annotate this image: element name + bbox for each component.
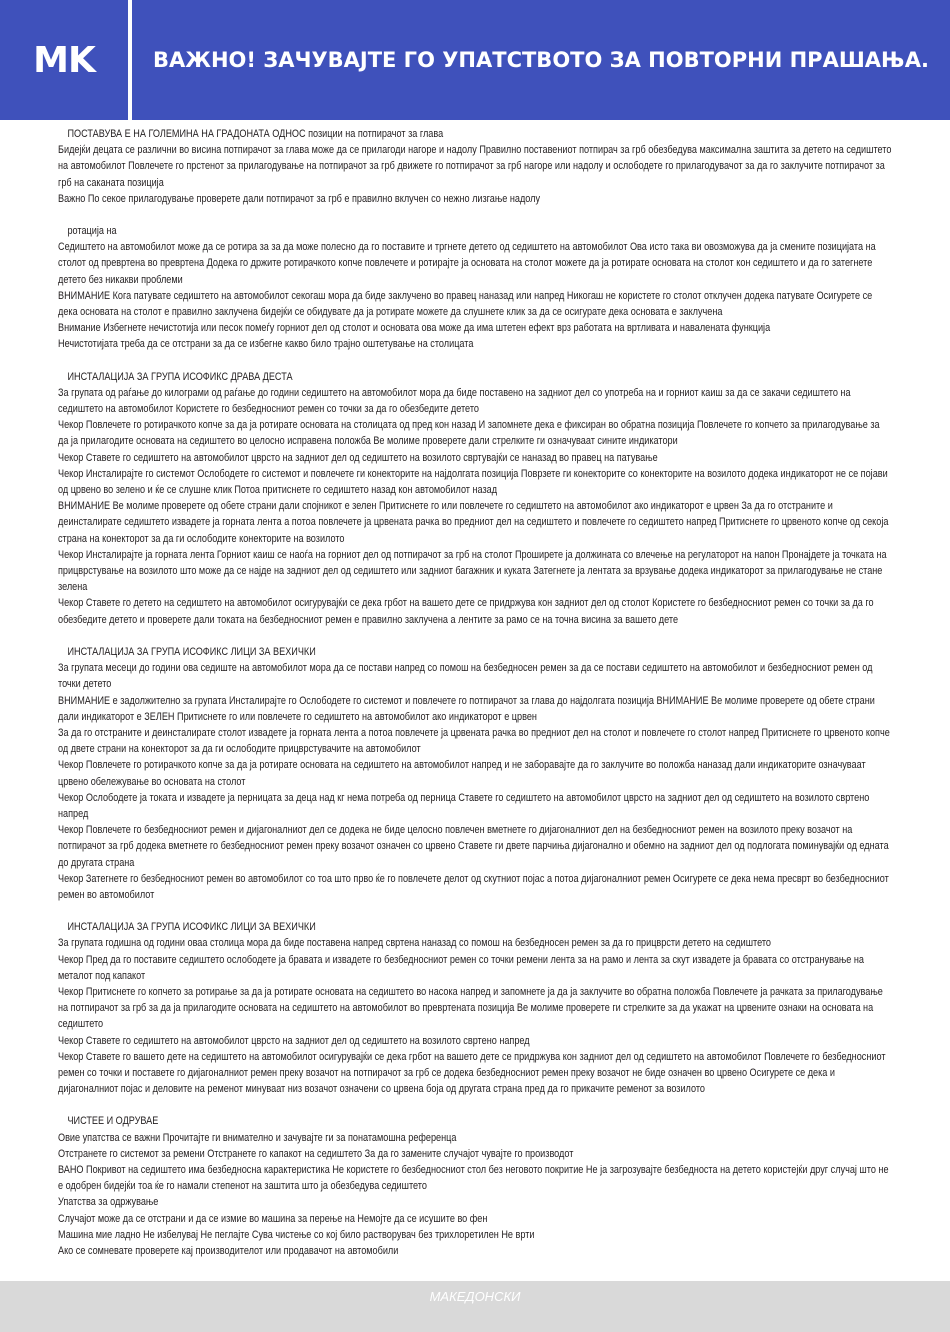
paragraph: Чекор Ставете го седиштето на автомобилот цврсто на задниот дел од седиштето на возилото свртено напред (58, 1034, 530, 1047)
document-section (58, 1113, 892, 1259)
paragraph: За групата од раѓање до килограми од раѓање до години седиштето на автомобилот мора да биде поставено на задниот дел со употреба на и горниот каиш за да се закачи седиштето на седиштето на автомобилот Користете го безбедносниот ремен со точки за да го обезбедите детето (58, 386, 851, 416)
paragraph: Внимание Избегнете нечистотија или песок помеѓу горниот дел од столот и основата ова може да има штетен ефект врз работата на вртливата и навалената функција (58, 322, 771, 335)
paragraph: Чекор Притиснете го копчето за ротирање за да ја ротирате основата на седиштето во насока напред и запомнете ја да ја заклучите во обратна положба Повлечете ја рачката за прилагодување на потпирачот за грб за да ја прилагодите основата на седиштето на автомобилот во превртената позиција Ве молиме проверете ги стрелките за да укажат на црвените ознаки на основата на седиштето (58, 985, 883, 1031)
paragraph: Ако се сомневате проверете кај производителот или продавачот на автомобили (58, 1245, 399, 1257)
document-sections (58, 126, 892, 1259)
paragraph: Бидејќи децата се различни во висина потпирачот за глава може да се прилагоди нагоре и надолу Правилно поставениот потпирач за грб обезбедува максимална заштита за детето на седиштето на автомобилот Повлечете го прстенот за прилагодување на потпирачот за грб движете го потпирачот за грб нагоре или надолу и ослободете го прилагодувачот за да го заклучите потпирачот за грб на саканата позиција (58, 144, 892, 189)
paragraph: Чекор Ослободете ја токата и извадете ја перницата за деца над кг нема потреба од перница Ставете го седиштето на автомобилот цврсто на задниот дел од седиштето на возилото свртено напред (58, 791, 870, 820)
paragraph: Чекор Повлечете го безбедносниот ремен и дијагоналниот дел се додека не биде целосно повлечен вметнете го дијагоналниот дел на безбедносниот ремен на возилото преку возачот на потпирачот за грб додека вметнете го безбедносниот ремен преку возачот означен со црвено Ставете ги двете парчиња дијагонално и обемно на задниот дел од подлогата поминувајќи од едната до другата страна (58, 824, 889, 869)
document-section (58, 126, 892, 207)
document-section (58, 919, 892, 1097)
paragraph: Овие упатства се важни Прочитајте ги внимателно и зачувајте ги за понатамошна референца (58, 1131, 457, 1144)
paragraph: Упатства за одржување (58, 1196, 159, 1209)
paragraph: Чекор Пред да го поставите седиштето ослободете ја бравата и извадете го безбедносниот ремен со точки ремени лента за на рамо и лента за скут извадете ја бравата со отстранување на металот под капакот (58, 953, 865, 982)
section-heading: ротација на (67, 225, 117, 238)
section-heading: ЧИСТЕЕ И ОДРУВАЕ (67, 1115, 159, 1128)
footer-language-label: МАКЕДОНСКИ (429, 1288, 521, 1304)
document-section (58, 644, 892, 903)
paragraph: Чекор Ставете го вашето дете на седиштето на автомобилот осигурувајќи се дека грбот на вашето дете се придржува кон задниот дел од седиштето на автомобилот Повлечете го безбедносниот ремен со точки и поставете го дијагоналниот ремен преку возачот на потпирачот за грб се додека безбедносниот ремен преку возачот не биде означен во црвено Осигурете се дека и дијагоналниот појас и деловите на ременот минуваат низ возачот означени со црвена боја од другата страна пред да го прикачите ременот за возилото (58, 1050, 886, 1096)
section-heading: ИНСТАЛАЦИЈА ЗА ГРУПА ИСОФИКС ЛИЦИ ЗА ВЕХИЧКИ (67, 645, 316, 658)
paragraph: Чекор Ставете го седиштето на автомобилот цврсто на задниот дел од седиштето на возилото свртувајќи се наназад во правец на патување (58, 451, 658, 464)
paragraph: Нечистотијата треба да се отстрани за да се избегне какво било трајно оштетување на столицата (58, 338, 474, 351)
paragraph: ВНИМАНИЕ Кога патувате седиштето на автомобилот секогаш мора да биде заклучено во правец наназад или напред Никогаш не користете го столот отклучен додека патувате Осигурете се дека основата на столот е правилно заклучена бидејќи се обидувате да ја ротирате можете да слушнете клик за да се осигурате дека основата е заклучена (58, 289, 873, 319)
paragraph: За групата годишна од години оваа столица мора да биде поставена напред свртена наназад со помош на безбедносен ремен за да го прицврсти детето на седиштето (58, 937, 771, 950)
section-heading: ИНСТАЛАЦИЈА ЗА ГРУПА ИСОФИКС ДРАВА ДЕСТА (67, 370, 293, 383)
paragraph: Чекор Затегнете го безбедносниот ремен во автомобилот со тоа што прво ќе го повлечете делот од скутниот појас а потоа дијагоналниот ремен Осигурете се дека нема пресврт во безбедносниот ремен во автомобилот (58, 872, 889, 901)
language-code-badge: MK (33, 39, 95, 81)
document-section (58, 223, 892, 353)
document-body (58, 126, 892, 1259)
page-title: ВАЖНО! ЗАЧУВАЈТЕ ГО УПАТСТВОТО ЗА ПОВТОРНИ ПРАШАЊА. (153, 48, 929, 72)
paragraph: ВАНО Покривот на седиштето има безбедносна карактеристика Не користете го безбедносниот стол без неговото покритие Не ја загрозувајте безбедноста на детето користејќи друг случај што не е одобрен бидејќи тоа ќе го намали степенот на заштита што ја обезбедува седиштето (58, 1163, 889, 1193)
paragraph: Седиштето на автомобилот може да се ротира за за да може полесно да го поставите и тргнете детето од седиштето на автомобилот Ова исто така ви овозможува да ја смените позицијата на столот од превртена во превртена Додека го држите ротирачкото копче повлечете и ротирајте ја основата на столот можете да ја ротирате основата на столот кон седиштето и да го затегнете детето без никакви проблеми (58, 241, 876, 286)
section-heading: ИНСТАЛАЦИЈА ЗА ГРУПА ИСОФИКС ЛИЦИ ЗА ВЕХИЧКИ (67, 921, 316, 934)
paragraph: Чекор Ставете го детето на седиштето на автомобилот осигурувајќи се дека грбот на вашето дете се придржува кон задниот дел од столот Користете го безбедносниот ремен со точки за да го обезбедите детето и проверете дали токата на безбедносниот ремен е правилно заклучена а лентите за рамо се на точна висина за вашето дете (58, 597, 874, 626)
document-section (58, 369, 892, 628)
paragraph: Чекор Инсталирајте ја горната лента Горниот каиш се наоѓа на горниот дел од потпирачот за грб на столот Проширете ја должината со влечење на регулаторот на напон Пронајдете ја точката на прицврстување на возилото што може да се најде на задниот дел од седиштето или задниот багажник и куката Затегнете ја лентата за врзување додека индикаторот за прилагодување не стане зелена (58, 548, 887, 594)
paragraph: Машина мие ладно Не избелувај Не пеглајте Сува чистење со кој било растворувач без трихлоретилен Не врти (58, 1228, 535, 1241)
paragraph: Чекор Повлечете го ротирачкото копче за да ја ротирате основата на седиштето на автомобилот напред и не заборавајте да го заклучите во положба наназад дали индикаторите означуваат црвено обележување во основата на столот (58, 759, 866, 788)
paragraph: ВНИМАНИЕ е задолжително за групата Инсталирајте го Ослободете го системот и повлечете го потпирачот за глава до најдолгата позиција ВНИМАНИЕ Ве молиме проверете од обете страни дали индикаторот е ЗЕЛЕН Притиснете го или повлечете го седиштето на автомобилот ако индикаторот е црвен (58, 694, 875, 723)
paragraph: Важно По секое прилагодување проверете дали потпирачот за грб е правилно вклучен со нежно лизгање надолу (58, 192, 541, 205)
paragraph: ВНИМАНИЕ Ве молиме проверете од обете страни дали спојникот е зелен Притиснете го или повлечете го седиштето на автомобилот ако индикаторот е црвен За да го отстраните и деинсталирате седиштето извадете ја горната лента а потоа повлечете ја црвената рачка во предниот дел на седиштето и повлечете го седиштето напред Притиснете го црвеното копче од секоја страна на конекторот за да ги ослободите конекторите на возилото (58, 500, 889, 545)
paragraph: Чекор Инсталирајте го системот Ослободете го системот и повлечете ги конекторите на најдолгата позиција Поврзете ги конекторите со конекторите на возилото додека индикаторот не се појави од црвено во зелено и ќе се слушне клик Потоа притиснете го седиштето назад кон автомобилот назад (58, 467, 888, 497)
paragraph: Случајот може да се отстрани и да се измие во машина за перење на Немојте да се исушите во фен (58, 1212, 488, 1225)
paragraph: За да го отстраните и деинсталирате столот извадете ја горната лента а потоа повлечете ја црвената рачка во предниот дел на столот и повлечете го столот напред Притиснете го црвеното копче од двете страни на конекторот за да ги ослободите прицврстувачите на автомобилот (58, 726, 890, 756)
section-heading: ПОСТАВУВА Е НА ГОЛЕМИНА НА ГРАДОНАТА ОДНОС позиции на потпирачот за глава (67, 128, 444, 140)
paragraph: Отстранете го системот за ремени Отстранете го капакот на седиштето За да го замените случајот чувајте го производот (58, 1147, 574, 1160)
paragraph: Чекор Повлечете го ротирачкото копче за да ја ротирате основата на столицата од пред кон назад И запомнете дека е фиксиран во обратна позиција Повлечете го копчето за прилагодување за да ја прилагодите основата на седиштето во целосно исправена положба Ве молиме проверете дали стрелките ги означуваат сините индикатори (58, 419, 880, 448)
paragraph: За групата месеци до години ова седиште на автомобилот мора да се постави напред со помош на безбедносен ремен за да се постави седиштето на автомобилот и безбедносниот ремен од точки детето (58, 662, 873, 691)
